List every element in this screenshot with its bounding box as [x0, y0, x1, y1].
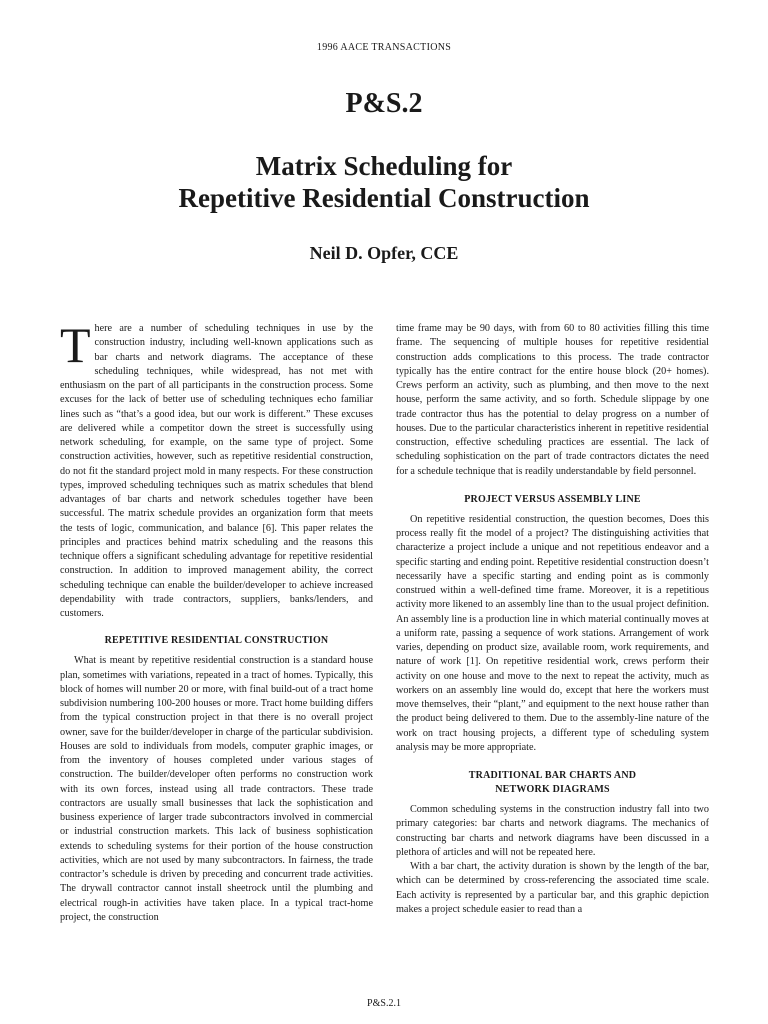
continued-paragraph: time frame may be 90 days, with from 60 to 80 activities filling this time frame. The sequencing of multiple houses for repetitive residential construction adds complications to this process. The trade contractor typically has the entire contract for the entire house block (20+ homes). Crews perform an activity, such as plumbing, and then move to the next house, perform the same activity, and so forth. Schedule slippage by one trade contractor thus has the potential to delay progress on a number of houses. Due to the particular characteristics inherent in repetitive residential construction, effective scheduling practices are essential. The lack of scheduling sophistication on the part of trade contractors dictates the need for a schedule technique that is readily understandable by field personnel.	[396, 323, 709, 477]
paper-number: P&S.2	[345, 88, 423, 119]
section-paragraph: With a bar chart, the activity duration is shown by the length of the bar, which can be determined by cross-referencing the associated time scale. Each activity is represented by a particular bar, and this graphic depiction makes a project schedule easier to read than a	[396, 861, 709, 915]
heading-line-2: NETWORK DIAGRAMS	[495, 784, 610, 795]
running-head: 1996 AACE TRANSACTIONS	[316, 42, 452, 53]
title-line-1: Matrix Scheduling for	[255, 151, 513, 181]
paper-title	[0, 150, 768, 214]
right-column	[396, 322, 709, 917]
section-paragraph: On repetitive residential construction, the question becomes, Does this process really fit the model of a project? The distinguishing activities that characterize a project include a unique and not repetitious endeavor and a specific starting and ending point. Repetitive residential construction doesn’t necessarily have a specific starting and ending point as is commonly construed within a well-defined time frame. Moreover, it is a repetitious activity more likened to an assembly line than to the usual project definition. An assembly line is a production line in which material continually moves at a uniform rate, passing a sequence of work stations. Arrangement of work varies, depending on product size, available room, work requirements, and nature of work [1]. On repetitive residential work, crews perform their activity on one house and move to the next to repeat the activity, much as workers on an assembly line would do, except that here the workers must move themselves, their “plant,” and equipment to the next house rather than the product being delivered to them. Due to the assembly-line nature of the work on tract housing projects, a different type of scheduling system analysis may be more appropriate.	[396, 513, 710, 753]
section-heading-bar-charts	[396, 769, 709, 797]
drop-cap: T	[60, 317, 91, 373]
intro-paragraph	[60, 317, 373, 621]
page-footer: P&S.2.1	[367, 998, 401, 1009]
left-column	[60, 317, 373, 925]
author-byline: Neil D. Opfer, CCE	[309, 243, 459, 263]
section-paragraph: What is meant by repetitive residential construction is a standard house plan, sometimes with variations, repeated in a tract of homes. Typically, this block of homes will number 20 or more, with final build-out of a tract home subdivision numbering 100-200 houses or more. Tract home building differs from the typical construction project in that there is no overall project owner, save for the builder/developer in charge of the particular subdivision. Houses are sold to individuals from models, computer graphic images, or from the inventory of houses completed under various stages of construction. The builder/developer often performs no construction work with its own forces, instead using all trade contractors. These trade contractors are usually small businesses that lack the sophistication and business experience of larger trade subcontractors involved in commercial or industrial construction markets. This lack of business sophistication extends to scheduling systems for their portion of the house construction activities, which are not used by many subcontractors. In fairness, the trade contractor’s schedule is driven by preceding and concurrent trade activities. The drywall contractor cannot install sheetrock until the plumbing and electrical rough-in activities have taken place. In a typical tract-home project, the construction	[60, 655, 373, 923]
section-paragraph: Common scheduling systems in the construction industry fall into two primary categories: bar charts and network diagrams. The mechanics of constructing bar charts and network diagrams have been discussed in a plethora of articles and will not be repeated here.	[396, 804, 709, 858]
section-heading-repetitive: REPETITIVE RESIDENTIAL CONSTRUCTION	[104, 635, 329, 647]
title-line-2: Repetitive Residential Construction	[178, 183, 590, 213]
intro-text: here are a number of scheduling techniques in use by the construction industry, including well-known applications such as bar charts and network diagrams. The acceptance of these scheduling techniques, while widespread, has not met with enthusiasm on the part of all participants in the construction process. Some excuses for the lack of better use of scheduling techniques echo familiar lines such as “that’s a good idea, but our work is different.” These excuses are delivered while a competitor down the street is successfully using network scheduling, for example, on the same type of project. Some construction activities, however, such as repetitive residential construction, do not fit the standard project mold in many respects. For these construction types, improved scheduling techniques such as matrix schedules that blend advantages of bar charts and network schedules together have been successful. The matrix schedule provides an organization form that meets the tests of logic, communication, and balance [6]. This paper relates the principles and practices behind matrix scheduling and the reasons this technique offers a significant scheduling advantage for repetitive residential construction. In addition to improved management ability, the correct scheduling technique can enable the builder/developer to achieve increased dependability with trade contractors, suppliers, banks/lenders, and customers.	[60, 323, 373, 619]
heading-line-1: TRADITIONAL BAR CHARTS AND	[468, 770, 637, 781]
section-heading-project-vs-assembly: PROJECT VERSUS ASSEMBLY LINE	[464, 493, 641, 505]
